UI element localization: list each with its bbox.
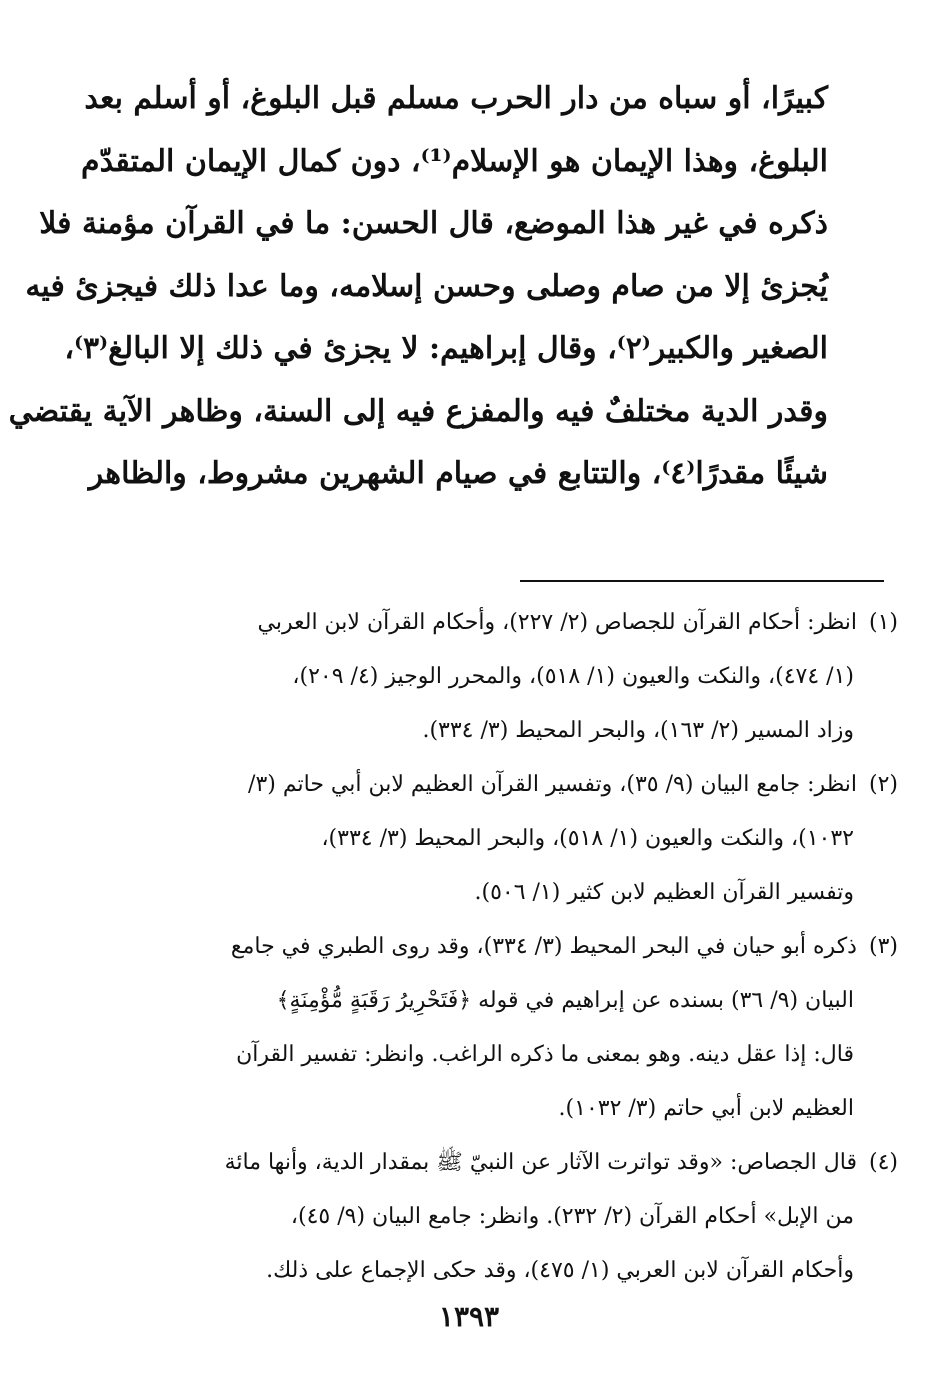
main-text-line: الصغير والكبير⁽٢⁾، وقال إبراهيم: لا يجزئ في ذلك إلا البالغ⁽٣⁾، [64, 331, 828, 366]
footnote-line: ١٠٣٢)، والنكت والعيون (١/ ٥١٨)، والبحر المحيط (٣/ ٣٣٤)، [321, 826, 854, 851]
footnote-line [108, 1136, 898, 1190]
main-text-line: يُجزئ إلا من صام وصلى وحسن إسلامه، وما عدا ذلك فيجزئ فيه [25, 268, 828, 304]
footnote-line: العظيم لابن أبي حاتم (٣/ ١٠٣٢). [558, 1096, 854, 1121]
footnote-line: وتفسير القرآن العظيم لابن كثير (١/ ٥٠٦). [474, 880, 854, 905]
footnote-line: البيان (٩/ ٣٦) بسنده عن إبراهيم في قوله ﴿فَتَحْرِيرُ رَقَبَةٍ مُّؤْمِنَةٍ﴾ [276, 988, 854, 1013]
footnote-2 [108, 758, 898, 920]
footnote-line [108, 920, 898, 974]
footnote-line [108, 758, 898, 812]
main-text-block [8, 68, 828, 506]
footnote-line [108, 596, 898, 650]
footnote-3 [108, 920, 898, 1136]
footnote-line: من الإبل» أحكام القرآن (٢/ ٢٣٢). وانظر: جامع البيان (٩/ ٤٥)، [290, 1204, 854, 1229]
footnote-divider [520, 580, 884, 582]
main-text-line: البلوغ، وهذا الإيمان هو الإسلام⁽¹⁾، دون كمال الإيمان المتقدّم [81, 143, 828, 179]
footnote-text: ذكره أبو حيان في البحر المحيط (٣/ ٣٣٤)، وقد روى الطبري في جامع [230, 934, 857, 959]
footnote-text: قال الجصاص: «وقد تواترت الآثار عن النبيّ ﷺ بمقدار الدية، وأنها مائة [224, 1150, 857, 1175]
main-text-line: ذكره في غير هذا الموضع، قال الحسن: ما في القرآن مؤمنة فلا [39, 206, 828, 241]
footnote-text: انظر: أحكام القرآن للجصاص (٢/ ٢٢٧)، وأحكام القرآن لابن العربي [257, 610, 857, 635]
footnote-1 [108, 596, 898, 758]
footnote-number: (٤) [868, 1150, 898, 1175]
footnote-number: (١) [868, 610, 898, 635]
main-text-line: وقدر الدية مختلفٌ فيه والمفزع فيه إلى السنة، وظاهر الآية يقتضي [8, 393, 828, 429]
footnote-line: وزاد المسير (٢/ ١٦٣)، والبحر المحيط (٣/ ٣٣٤). [422, 718, 854, 743]
footnote-line: (١/ ٤٧٤)، والنكت والعيون (١/ ٥١٨)، والمحرر الوجيز (٤/ ٢٠٩)، [292, 664, 854, 689]
footnote-text: انظر: جامع البيان (٩/ ٣٥)، وتفسير القرآن العظيم لابن أبي حاتم (٣/ [248, 772, 857, 797]
footnote-number: (٣) [868, 934, 898, 959]
main-text-line: كبيرًا، أو سباه من دار الحرب مسلم قبل البلوغ، أو أسلم بعد [84, 81, 828, 116]
footnotes-block [108, 596, 898, 1298]
main-text-line: شيئًا مقدرًا⁽٤⁾، والتتابع في صيام الشهرين مشروط، والظاهر [88, 456, 828, 491]
footnote-number: (٢) [868, 772, 898, 797]
footnote-4 [108, 1136, 898, 1298]
footnote-line: قال: إذا عقل دينه. وهو بمعنى ما ذكره الراغب. وانظر: تفسير القرآن [236, 1042, 854, 1067]
footnote-line: وأحكام القرآن لابن العربي (١/ ٤٧٥)، وقد حكى الإجماع على ذلك. [266, 1258, 854, 1283]
page-number: ١٣٩٣ [438, 1300, 500, 1333]
